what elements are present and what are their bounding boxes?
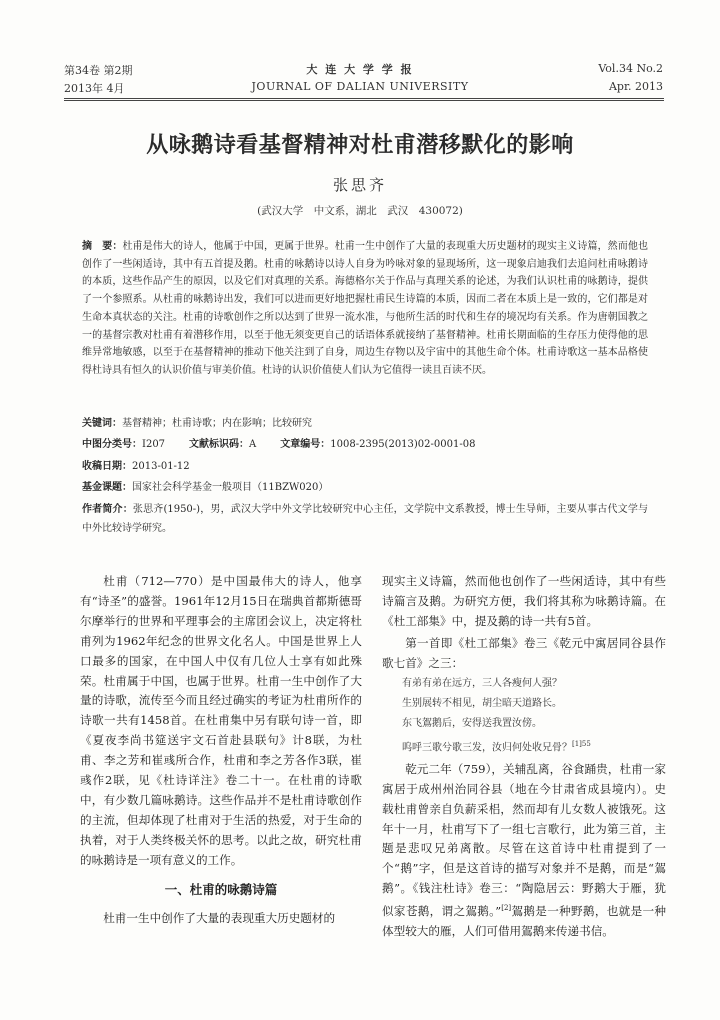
- poem-line: 东飞鴐鹅后，安得送我置汝傍。: [402, 717, 542, 729]
- keywords-label: 关键词：: [82, 418, 122, 429]
- date-en: Apr. 2013: [608, 80, 663, 93]
- body-paragraph: 杜甫（712—770）是中国最伟大的诗人，他享有“诗圣”的盛誉。1961年12月15日在瑞典首都斯德哥尔摩举行的世界和平理事会的主席团会议上，决定将杜甫列为1962年纪念的世界文化名人。中国是世界上人口最多的国家，在中国人中仅有几位人士享有如此殊荣。杜甫属于中国，也属于世界。杜甫一生中创作了大量的诗歌，流传至今而且经过确实的考证为杜甫所作的诗歌一共有1458首。在杜甫集中另有联句诗一首，即《夏夜李尚书筵送宇文石首赴县联句》计8联，为杜甫、李之芳和崔彧所合作，杜甫和李之芳各作3联，崔彧作2联，见《杜诗详注》卷二十一。在杜甫的诗歌中，有少数几篇咏鹅诗。这些作品并不是杜甫诗歌创作的主流，但却体现了杜甫对于生活的热爱，对于生命的执着，对于人类终极关怀的思考。以此之故，研究杜甫的咏鹅诗是一项有意义的工作。: [80, 574, 362, 867]
- poem-line: [402, 734, 666, 758]
- abstract-text: 杜甫是伟大的诗人，他属于中国，更属于世界。杜甫一生中创作了大量的表现重大历史题材的现实主义诗篇，然而他也创作了一些闲适诗，其中有五首提及鹅。杜甫的咏鹅诗以诗人自身为吟咏对象的显现场所，这一现象启迪我们去追问杜甫咏鹅诗的本质，这些作品产生的原因，以及它们对真理的关系。海德格尔关于作品与真理关系的论述，为我们认识杜甫的咏鹅诗，提供了一个参照系。从杜甫的咏鹅诗出发，我们可以进而更好地把握杜甫民生诗篇的本质，因而二者在本质上是一致的，它们都是对生命本真状态的关注。杜甫的诗歌创作之所以达到了世界一流水准，与他所生活的时代和生存的境况均有关系。作为唐朝国教之一的基督宗教对杜甫有着潜移作用，以至于他无须变更自己的话语体系就接纳了基督精神。杜甫长期面临的生存压力使得他的思维异常地敏感，以至于在基督精神的推动下他关注到了自身，周边生存物以及宇宙中的其他生命个体。杜甫诗歌这一基本品格使得杜诗具有恒久的认识价值与审美价值。杜诗的认识价值使人们认为它值得一读且百读不厌。: [82, 241, 649, 376]
- bio-label: 作者简介：: [82, 504, 133, 515]
- clc-label: 中图分类号：: [82, 439, 142, 450]
- article-number: 1008-2395(2013)02-0001-08: [330, 439, 476, 450]
- doc-code: A: [249, 439, 257, 450]
- fund-label: 基金课题：: [82, 482, 132, 493]
- abstract-label: 摘 要：: [82, 241, 123, 252]
- poem-line: 生别展转不相见，胡尘暗天道路长。: [402, 697, 562, 709]
- journal-name-en: JOURNAL OF DALIAN UNIVERSITY: [251, 80, 469, 93]
- classification-line: [82, 436, 648, 453]
- body-paragraph: [382, 760, 666, 942]
- received-date: 2013-01-12: [132, 461, 190, 472]
- left-column: [80, 572, 362, 928]
- author-name: 张思齐: [332, 176, 387, 194]
- author-bio: [82, 500, 648, 538]
- keywords-line: [82, 415, 648, 432]
- body-text: 鴐鹅是一种野鹅，也就是一种体型较大的雁，人们可借用鴐鹅来传递书信。: [382, 904, 666, 938]
- fund-info: 国家社会科学基金一般项目（11BZW020）: [132, 482, 329, 493]
- date-cn: 2013年 4月: [64, 82, 125, 95]
- right-column: [382, 572, 666, 942]
- poem-line-text: 呜呼三歌兮歌三发，汝归何处收兄骨？: [402, 741, 572, 753]
- doc-code-label: 文献标识码：: [189, 439, 250, 450]
- poem-block: [382, 674, 666, 758]
- citation: [2]: [501, 904, 512, 913]
- clc-number: I207: [142, 439, 166, 450]
- fund-line: [82, 479, 648, 496]
- journal-name-cn: 大 连 大 学 学 报: [306, 63, 414, 76]
- header-rule: [64, 98, 664, 99]
- body-paragraph: 杜甫一生中创作了大量的表现重大历史题材的: [103, 910, 336, 925]
- received-label: 收稿日期：: [82, 461, 132, 472]
- article-number-label: 文章编号：: [280, 439, 331, 450]
- body-paragraph: 现实主义诗篇，然而他也创作了一些闲适诗，其中有些诗篇言及鹅。为研究方便，我们将其称为咏鹅诗篇。在《杜工部集》中，提及鹅的诗一共有5首。: [382, 574, 666, 628]
- bio-text: 张思齐(1950-)，男，武汉大学中外文学比较研究中心主任，文学院中文系教授，博士生导师，主要从事古代文学与中外比较诗学研究。: [82, 504, 648, 534]
- section-heading: 一、杜甫的咏鹅诗篇: [164, 881, 278, 897]
- body-text: 乾元二年（759），关辅乱离，谷食踊贵，杜甫一家寓居于成州州治同谷县（地在今甘肃省成县境内）。史载杜甫曾亲自负薪采梠，然而却有儿女数人被饿死。这年十一月，杜甫写下了一组七言歌行，此为第三首，主题是悲叹兄弟离散。尽管在这首诗中杜甫提到了一个“鹅”字，但是这首诗的描写对象并不是鹅，而是“鴐鹅”。《钱注杜诗》卷三：“陶隐居云：野鹅大于雁，犹似家苍鹅，谓之鴐鹅。”: [382, 761, 666, 919]
- volume-issue-cn: 第34卷 第2期: [64, 64, 133, 77]
- header-rule-2: [64, 100, 664, 101]
- keywords: 基督精神；杜甫诗歌；内在影响；比较研究: [122, 418, 312, 429]
- author-affiliation: (武汉大学 中文系，湖北 武汉 430072): [257, 205, 463, 217]
- poem-line: 有弟有弟在远方，三人各瘦何人强？: [402, 677, 562, 689]
- body-paragraph: 第一首即《杜工部集》卷三《乾元中寓居同谷县作歌七首》之三：: [382, 635, 666, 670]
- citation: [1]55: [572, 739, 591, 748]
- article-title: 从咏鹅诗看基督精神对杜甫潜移默化的影响: [146, 133, 574, 158]
- abstract: [82, 238, 648, 380]
- volume-issue-en: Vol.34 No.2: [598, 62, 663, 75]
- received-line: [82, 458, 648, 475]
